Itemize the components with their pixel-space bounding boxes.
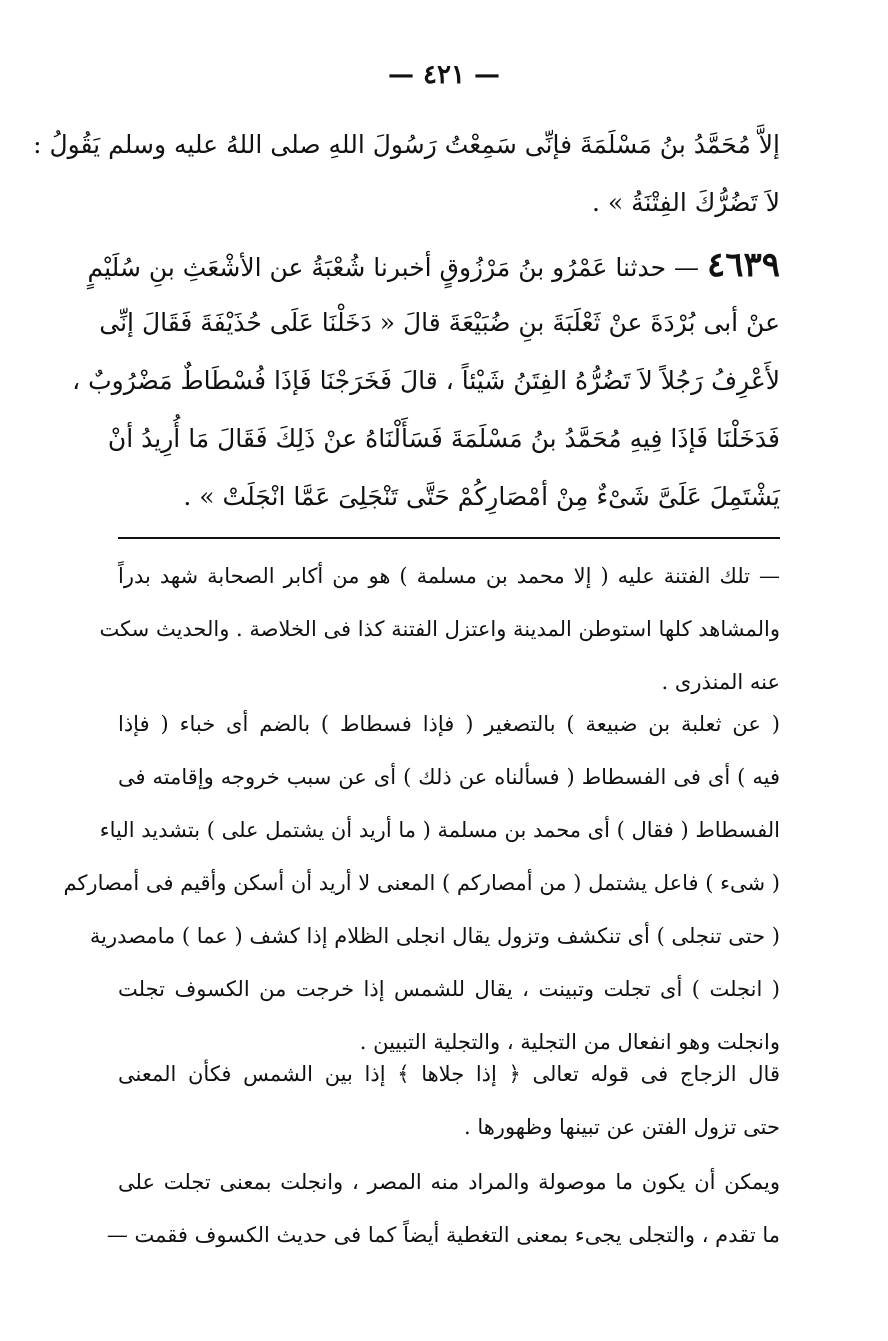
text-line: قال الزجاج فى قوله تعالى ﴿ إذا جلاها ﴾ إذا بين الشمس فكأن المعنى [118, 1062, 780, 1086]
text-line: ما تقدم ، والتجلى يجىء بمعنى التغطية أيضاً كما فى حديث الكسوف فقمت — [106, 1223, 780, 1247]
text-line: ( حتى تنجلى ) أى تنكشف وتزول يقال انجلى الظلام إذا كشف ( عما ) مامصدرية [89, 924, 780, 948]
text-line: — تلك الفتنة عليه ( إلا محمد بن مسلمة ) هو من أكابر الصحابة شهد بدراً [118, 564, 780, 588]
commentary-paragraph-4 [106, 1156, 780, 1262]
commentary-paragraph-1 [99, 550, 780, 709]
text-line: عنه المنذرى . [661, 670, 780, 694]
text-line: فَدَخَلْنَا فَإذَا فِيهِ مُحَمَّدُ بنُ مَسْلَمَةَ فَسَأَلْنَاهُ عنْ ذَلِكَ فَقَالَ مَا أُرِيدُ أنْ [107, 424, 780, 453]
text-line: الفسطاط ( فقال ) أى محمد بن مسلمة ( ما أريد أن يشتمل على ) بتشديد الياء [99, 818, 780, 842]
text-line: ( شىء ) فاعل يشتمل ( من أمصاركم ) المعنى لا أريد أن أسكن وأقيم فى أمصاركم [63, 871, 780, 895]
hadith-first-line [87, 236, 780, 294]
text-line: والمشاهد كلها استوطن المدينة واعتزل الفتنة كذا فى الخلاصة . والحديث سكت [99, 617, 780, 641]
text-line: ( انجلت ) أى تجلت وتبينت ، يقال للشمس إذا خرجت من الكسوف تجلت [118, 977, 780, 1001]
text-line: إلاَّ مُحَمَّدُ بنُ مَسْلَمَةَ فإنِّى سَمِعْتُ رَسُولَ اللهِ صلى اللهُ عليه وسلم يَقُولُ : [33, 130, 780, 159]
text-line: فيه ) أى فى الفسطاط ( فسألناه عن ذلك ) أى عن سبب خروجه وإقامته فى [118, 765, 780, 789]
hadith-isnad: — حدثنا عَمْرُو بنُ مَرْزُوقٍ أخبرنا شُعْبَةُ عن الأشْعَثِ بنِ سُلَيْمٍ [87, 253, 699, 282]
hadith-4639 [72, 236, 780, 526]
hadith-number: ٤٦٣٩ [706, 245, 780, 285]
text-line: يَشْتَمِلَ عَلَىَّ شَىْءٌ مِنْ أمْصَارِكُمْ حَتَّى تَنْجَلِىَ عَمَّا انْجَلَتْ » . [183, 482, 780, 511]
text-line: وانجلت وهو انفعال من التجلية ، والتجلية التبيين . [359, 1030, 780, 1054]
text-line: ويمكن أن يكون ما موصولة والمراد منه المصر ، وانجلت بمعنى تجلت على [118, 1170, 780, 1194]
text-line: لاَ تَضُرُّكَ الفِتْنَةُ » . [591, 188, 780, 217]
text-line: عنْ أبى بُرْدَةَ عنْ ثَعْلَبَةَ بنِ ضُبَيْعَةَ قالَ « دَخَلْنَا عَلَى حُذَيْفَةَ فَقَالَ إنِّى [99, 308, 780, 337]
text-line: لأَعْرِفُ رَجُلاً لاَ تَضُرُّهُ الفِتَنُ شَيْئاً ، قالَ فَخَرَجْنَا فَإذَا فُسْطَاطٌ مَضْرُوبٌ ، [72, 366, 780, 395]
commentary-paragraph-3 [118, 1048, 780, 1154]
text-line: ( عن ثعلبة بن ضبيعة ) بالتصغير ( فإذا فسطاط ) بالضم أى خباء ( فإذا [118, 712, 780, 736]
section-divider [118, 537, 780, 539]
page-number: — ٤٢١ — [387, 60, 501, 90]
commentary-paragraph-2 [63, 698, 780, 1069]
hadith-previous-continuation [33, 116, 780, 232]
text-line: حتى تزول الفتن عن تبينها وظهورها . [463, 1115, 780, 1139]
